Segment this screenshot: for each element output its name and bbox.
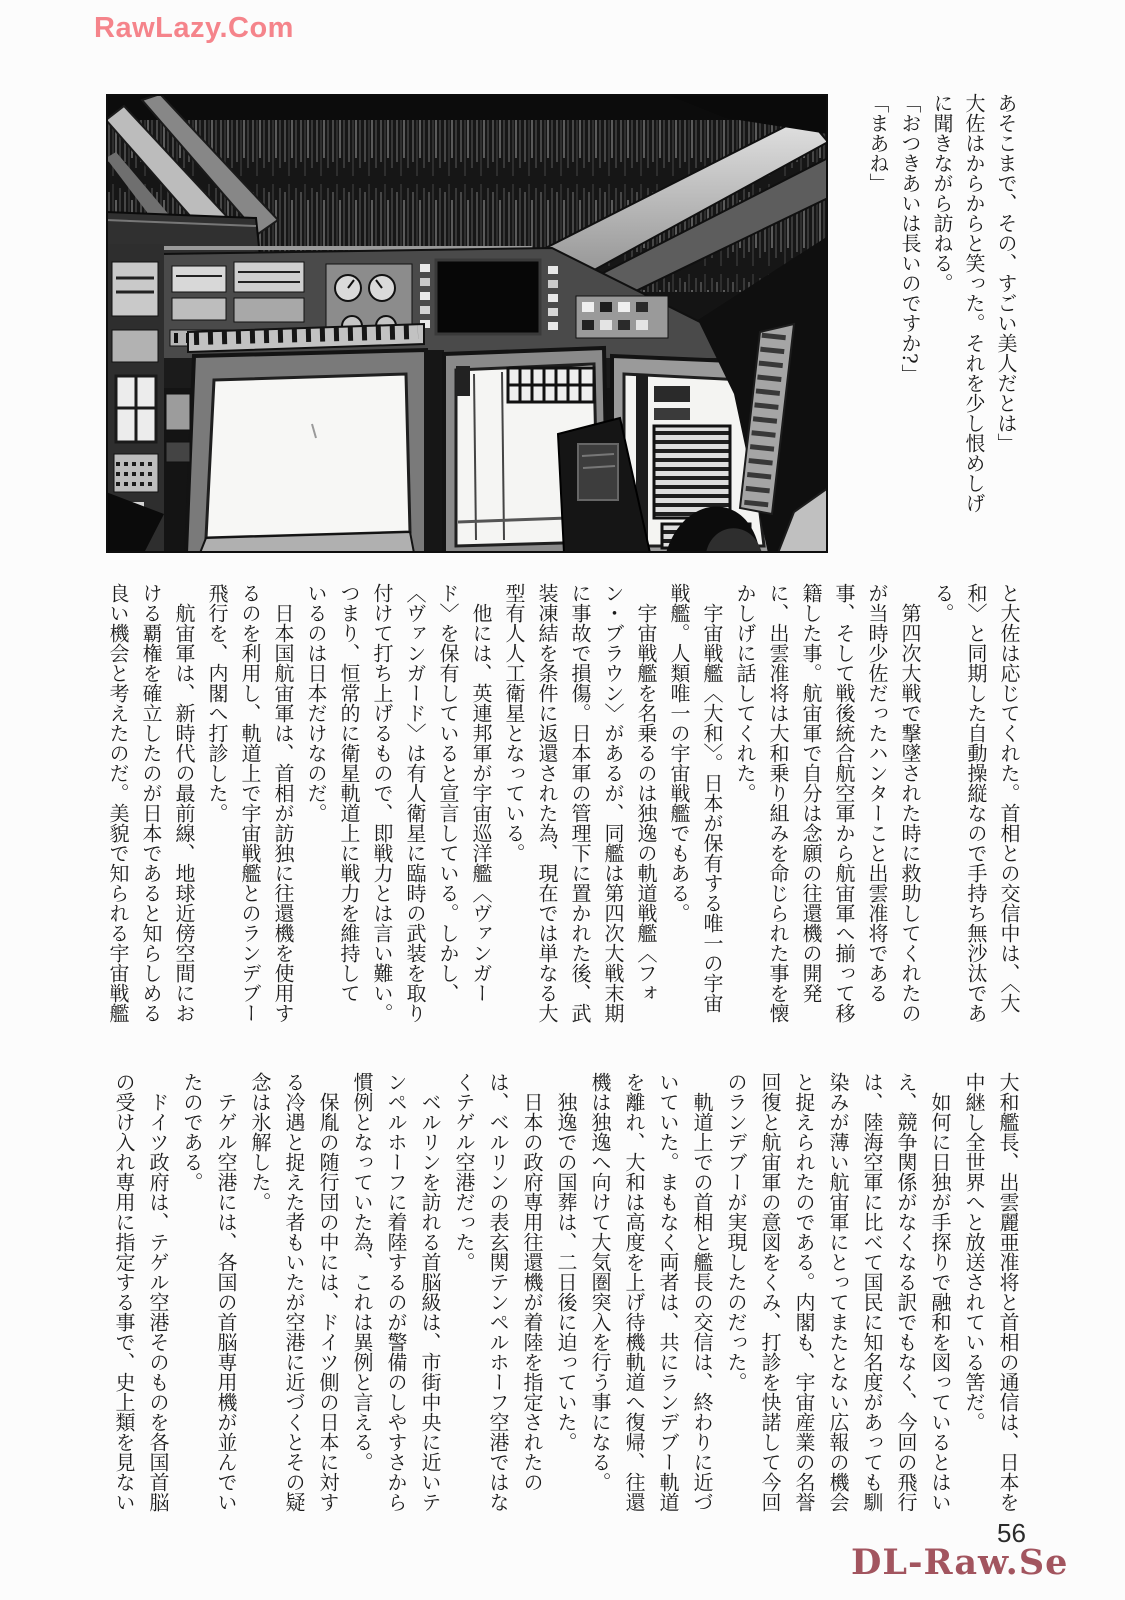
text-column: 回復と航宙軍の意図をくみ、打診を快諾して今回 [758, 1072, 782, 1512]
text-column: に事故で損傷。日本軍の管理下に置かれた後、武 [568, 583, 592, 1023]
text-column: と捉えられたのである。内閣も、宇宙産業の名誉 [792, 1072, 816, 1512]
text-column: 機は独逸へ向けて大気圏突入を行う事になる。 [588, 1072, 612, 1492]
text-column: 日本の政府専用往還機が着陸を指定されたの [520, 1072, 544, 1492]
text-column: 宇宙戦艦〈大和〉。日本が保有する唯一の宇宙 [700, 583, 724, 1013]
text-column: 軌道上での首相と艦長の交信は、終わりに近づ [690, 1072, 714, 1512]
text-column: たのである。 [180, 1072, 204, 1192]
text-column: 第四次大戦で撃墜された時に救助してくれたの [898, 583, 922, 1023]
text-column: 宇宙戦艦を名乗るのは独逸の軌道戦艦〈フォ [634, 583, 658, 1003]
text-column: 飛行を、内閣へ打診した。 [205, 583, 229, 823]
text-column: 和〉と同期した自動操縦なので手持ち無沙汰であ [964, 583, 988, 1023]
text-column: に聞きながら訪ねる。 [930, 93, 954, 293]
text-column: くテゲル空港だった。 [452, 1072, 476, 1272]
text-column: に、出雲准将は大和乗り組みを命じられた事を懐 [766, 583, 790, 1023]
text-column: ベルリンを訪れる首脳級は、市街中央に近いテ [418, 1072, 442, 1512]
text-column: 独逸での国葬は、二日後に迫っていた。 [554, 1072, 578, 1452]
text-column: 如何に日独が手探りで融和を図っているとはい [928, 1072, 952, 1512]
text-column: かしげに話してくれた。 [733, 583, 757, 803]
text-column: ける覇権を確立したのが日本であると知らしめる [139, 583, 163, 1023]
text-column: と大佐は応じてくれた。首相との交信中は、〈大 [997, 583, 1021, 1013]
text-column: る。 [931, 583, 955, 623]
text-column: 付けて打ち上げるもので、即戦力とは言い難い。 [370, 583, 394, 1023]
text-column: ド〉を保有していると宣言している。しかし、 [436, 583, 460, 1003]
text-column: るのを利用し、軌道上で宇宙戦艦とのランデブー [238, 583, 262, 1023]
text-column: は、陸海空軍に比べて国民に知名度があっても馴 [860, 1072, 884, 1512]
text-column: 他には、英連邦軍が宇宙巡洋艦〈ヴァンガー [469, 583, 493, 1003]
text-column: 日本国航宙軍は、首相が訪独に往還機を使用す [271, 583, 295, 1023]
text-column: 〈ヴァンガード〉は有人衛星に臨時の武装を取り [403, 583, 427, 1023]
page-number: 56 [997, 1518, 1026, 1548]
text-column: ン・ブラウン〉があるが、同艦は第四次大戦末期 [601, 583, 625, 1023]
text-column: 大和艦長、出雲麗亜准将と首相の通信は、日本を [996, 1072, 1020, 1512]
text-column: る冷遇と捉えた者もいたが空港に近づくとその疑 [282, 1072, 306, 1512]
text-column: テゲル空港には、各国の首脳専用機が並んでい [214, 1072, 238, 1512]
watermark-dlraw: DL-Raw.Se [851, 1542, 1069, 1583]
text-column: え、競争関係がなくなる訳でもなく、今回の飛行 [894, 1072, 918, 1512]
text-column: いていた。まもなく両者は、共にランデブー軌道 [656, 1072, 680, 1512]
text-column: の受け入れ専用に指定する事で、史上類を見ない [112, 1072, 136, 1512]
text-column: 航宙軍は、新時代の最前線、地球近傍空間にお [172, 583, 196, 1023]
text-column: あそこまで、その、すごい美人だとは」 [994, 93, 1018, 453]
text-column: は、ベルリンの表玄関テンペルホーフ空港ではな [486, 1072, 510, 1512]
text-column: 事、そして戦後統合航空軍から航宙軍へ揃って移 [832, 583, 856, 1023]
narrative-text-block-1 [101, 583, 1025, 1031]
cockpit-illustration-svg [106, 94, 828, 553]
text-column: 大佐はからからと笑った。それを少し恨めしげ [962, 93, 986, 513]
text-column: 慣例となっていた為、これは異例と言える。 [350, 1072, 374, 1472]
text-column: 籍した事。航宙軍で自分は念願の往還機の開発 [799, 583, 823, 1003]
text-column: ンペルホーフに着陸するのが警備のしやすさから [384, 1072, 408, 1512]
watermark-rawlazy: RawLazy.Com [94, 12, 294, 44]
text-column: 戦艦。人類唯一の宇宙戦艦でもある。 [667, 583, 691, 923]
text-column: 装凍結を条件に返還された為、現在では単なる大 [535, 583, 559, 1023]
text-column: が当時少佐だったハンターこと出雲准将である [865, 583, 889, 1003]
text-column: いるのは日本だけなのだ。 [304, 583, 328, 823]
text-column: ドイツ政府は、テゲル空港そのものを各国首脳 [146, 1072, 170, 1512]
text-column: 保胤の随行団の中には、ドイツ側の日本に対す [316, 1072, 340, 1512]
narrative-text-block-2 [107, 1072, 1025, 1520]
text-column: 良い機会と考えたのだ。美貌で知られる宇宙戦艦 [106, 583, 130, 1023]
text-column: 中継し全世界へと放送されている筈だ。 [962, 1072, 986, 1432]
text-column: を離れ、大和は高度を上げ待機軌道へ復帰、往還 [622, 1072, 646, 1512]
text-column: 染みが薄い航宙軍にとってまたとない広報の機会 [826, 1072, 850, 1512]
cockpit-illustration [106, 94, 828, 553]
dialogue-text-block [862, 93, 1022, 523]
text-column: のランデブーが実現したのだった。 [724, 1072, 748, 1392]
text-column: つまり、恒常的に衛星軌道上に戦力を維持して [337, 583, 361, 1003]
text-column: 型有人人工衛星となっている。 [502, 583, 526, 863]
text-column: 「おつきあいは長いのですか?」 [898, 93, 922, 384]
text-column: 「まあね」 [866, 93, 890, 193]
text-column: 念は氷解した。 [248, 1072, 272, 1212]
